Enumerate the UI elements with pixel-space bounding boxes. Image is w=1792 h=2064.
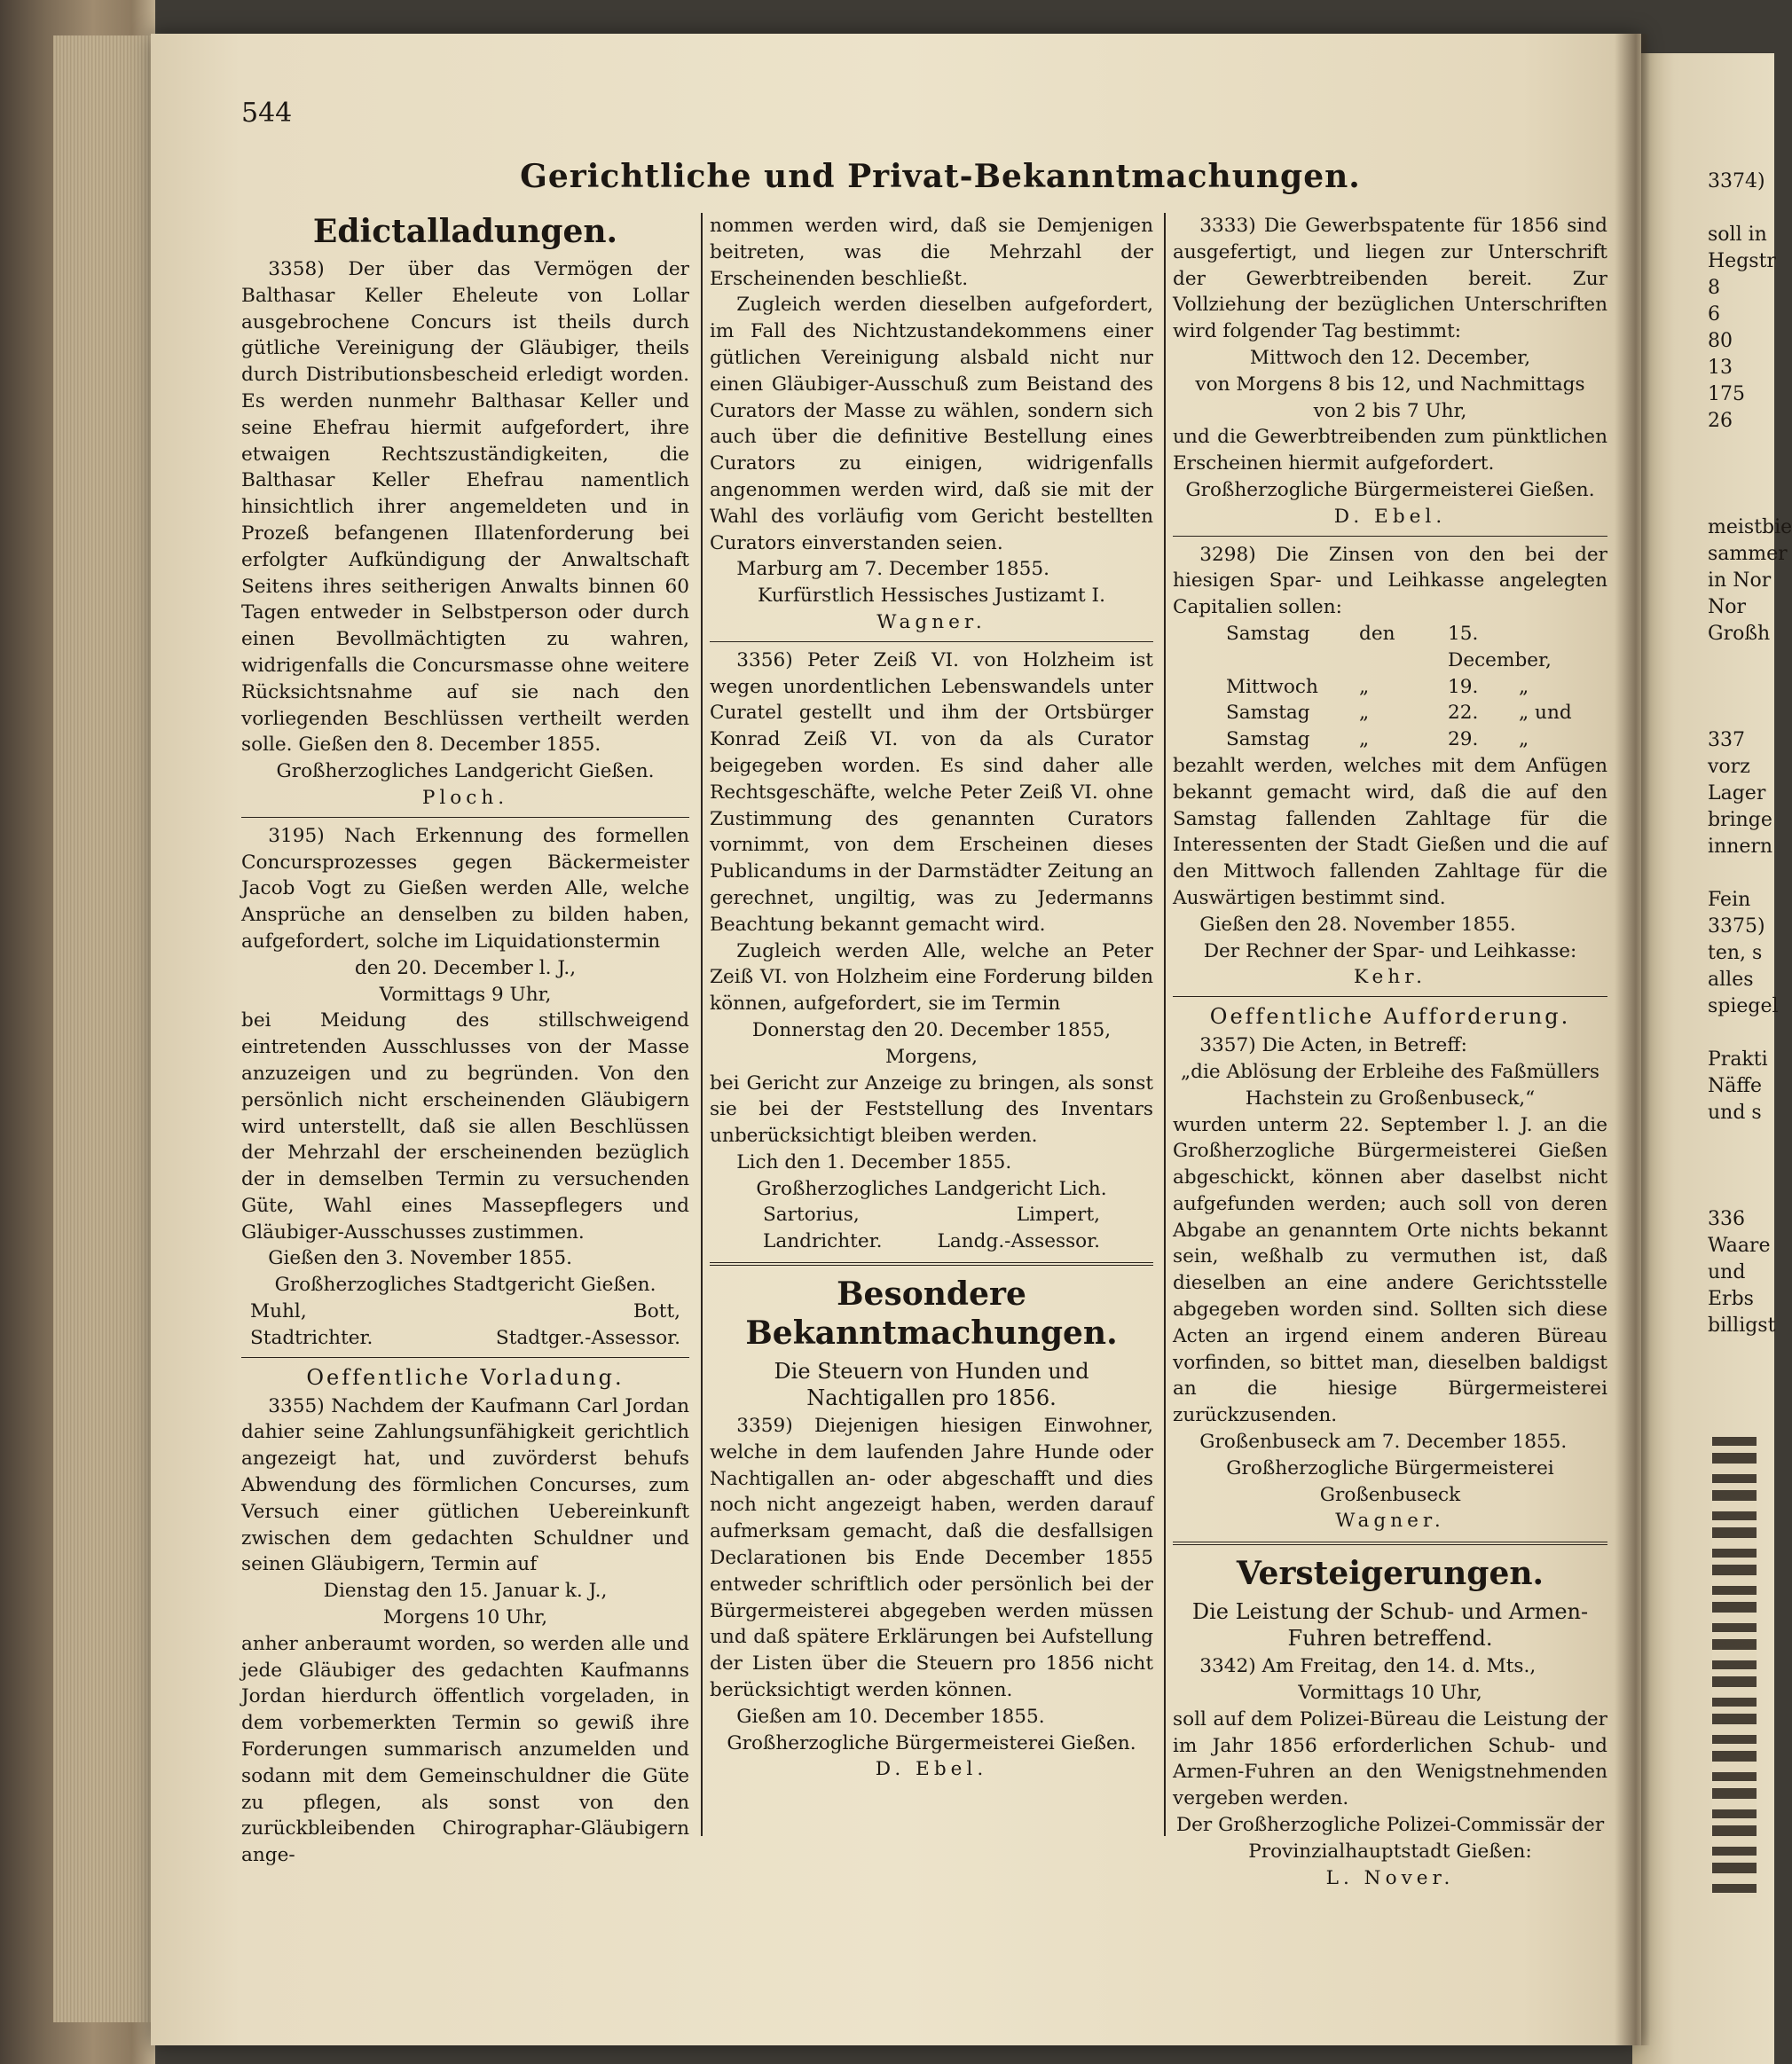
next-page-line: ten, s [1708, 942, 1763, 964]
next-page-line: 13 [1708, 357, 1733, 379]
next-page-line: vorz [1708, 756, 1750, 778]
next-page-line: spiegel [1708, 995, 1779, 1017]
date-value: 15. December, [1448, 622, 1552, 671]
next-page-line: soll in [1708, 224, 1767, 246]
next-page-line: 80 [1708, 330, 1733, 352]
notice-3358: 3358) Der über das Vermögen der Balthasar Keller Eheleute von Lollar ausgebrochene Concurs ist theils durch gütliche Vereinigung der Gläubiger, theils durch Distributionsbescheid erledigt worden. Es werden nunmehr Balthasar Keller und seine Ehefrau hiermit aufgefordert, ihre etwaigen Rechtszuständigkeiten, die Balthasar Keller Ehefrau namentlich hinsichtlich ihrer angemeldeten und in Prozeß befangenen Illatenforderung bei erfolgter Aufkündigung der Anwaltschaft Seitens ihres seitherigen Anwalts binnen 60 Tagen entweder in Selbstperson oder durch einen Bevollmächtigten zu wahren, widrigenfalls die Concursmasse ohne weitere Rücksichtsnahme auf sie nach den vorliegenden Beschlüssen vertheilt werden solle. Gießen den 8. December 1855. [241, 258, 689, 757]
next-page-line: 6 [1708, 303, 1720, 326]
divider [241, 1357, 689, 1358]
notice-signature: Großherzogliche Bürgermeisterei Gießen. [727, 1731, 1136, 1754]
notice-signature: Großherzogliches Landgericht Gießen. [276, 760, 655, 783]
date-suffix [1519, 621, 1572, 674]
column-3 [1173, 213, 1607, 1891]
next-page-line: Lager [1708, 782, 1766, 804]
notice-3357: 3357) Die Acten, in Betreff: [1199, 1034, 1467, 1057]
notice-signature: L. Nover. [1325, 1866, 1455, 1889]
notice-signature: Der Rechner der Spar- und Leihkasse: [1203, 939, 1577, 962]
next-page-line [1708, 1020, 1792, 1047]
column-divider [701, 213, 703, 1836]
signature-title: Stadtrichter. [250, 1326, 373, 1349]
next-page-line [1708, 461, 1792, 488]
notice-body: bezahlt werden, welches mit dem Anfügen bekannt gemacht wird, daß die auf den Samstag fallenden Zahltage für die Interessenten der Stadt Gießen und die auf den Mittwoch fallenden Zahltage für die Auswärtigen bestimmt sind. [1173, 754, 1607, 909]
divider [1173, 996, 1607, 997]
next-page-line: Prakti [1708, 1048, 1768, 1071]
divider [710, 641, 1153, 642]
notice-place-date: Großenbuseck am 7. December 1855. [1199, 1431, 1568, 1454]
next-page-line: 26 [1708, 410, 1733, 432]
signature-titles [710, 1228, 1153, 1255]
notice-signature: Wagner. [1335, 1510, 1445, 1533]
section-heading-versteigerungen: Versteigerungen. [1236, 1555, 1544, 1593]
next-page-line [1708, 1153, 1792, 1180]
signature-name: Muhl, [250, 1300, 307, 1323]
date-value: 22. [1448, 702, 1479, 725]
section-subheading: Die Steuern von Hunden und Nachtigallen pro 1856. [774, 1359, 1089, 1411]
section-divider [1173, 1542, 1607, 1547]
payment-date-row [1226, 674, 1607, 701]
next-page-line: Fein [1708, 889, 1751, 911]
column-1 [241, 208, 689, 1869]
next-page-line: meistbie [1708, 516, 1792, 538]
notice-3195: 3195) Nach Erkennung des formellen Concursprozesses gegen Bäckermeister Jacob Vogt zu Gießen werden Alle, welche Ansprüche an denselben zu bilden haben, aufgefordert, solche im Liquidationstermin [241, 824, 689, 953]
weekday: Samstag [1226, 728, 1310, 751]
payment-date-row [1226, 621, 1607, 674]
signature-name: Sartorius, [763, 1204, 860, 1227]
section-divider [710, 1262, 1153, 1267]
notice-signature: Großherzogliches Stadtgericht Gießen. [274, 1274, 656, 1297]
notice-date: Donnerstag den 20. December 1855, [751, 1018, 1112, 1041]
next-page-line: Näffe [1708, 1075, 1763, 1097]
next-page-line: und [1708, 1261, 1746, 1283]
notice-continued: nommen werden wird, daß sie Demjenigen beitreten, was die Mehrzahl der Erscheinenden beschließt. [710, 215, 1153, 290]
next-page-line [1708, 860, 1792, 887]
payment-dates-list [1173, 621, 1607, 753]
signature-names [710, 1202, 1153, 1228]
column-2 [710, 213, 1153, 1783]
signature-titles [241, 1325, 689, 1352]
decorative-ornament [1712, 1437, 1757, 1898]
date-suffix: „ [1519, 675, 1529, 698]
notice-date: Mittwoch den 12. December, [1249, 346, 1531, 369]
notice-3356: 3356) Peter Zeiß VI. von Holzheim ist wegen unordentlichen Lebenswandels unter Curatel gestellt und ihm der Ortsbürger Konrad Zeiß VI. von da als Curator beigegeben worden. Es sind daher alle Rechtsgeschäfte, welche Peter Zeiß VI. ohne Zustimmung des genannten Curators vornimmt, von dem Erscheinen dieses Publicandums in der Darmstädter Zeitung an gerechnet, ungiltig, was zu Jedermanns Beachtung bekannt gemacht wird. [710, 648, 1153, 936]
date-prefix: „ [1359, 728, 1370, 751]
section-heading-aufforderung: Oeffentliche Aufforderung. [1209, 1004, 1571, 1030]
next-page-line [1708, 674, 1792, 701]
next-page-line: 175 [1708, 383, 1745, 405]
notice-signature: Kehr. [1353, 966, 1427, 989]
column-divider [1164, 213, 1166, 1836]
next-page-line: 337 [1708, 729, 1745, 751]
book-gutter [1615, 34, 1650, 2045]
notice-body: und die Gewerbtreibenden zum pünktlichen Erscheinen hiermit aufgefordert. [1173, 426, 1607, 475]
next-page-line: Erbs [1708, 1288, 1754, 1310]
notice-date: Dienstag den 15. Januar k. J., [323, 1580, 608, 1603]
notice-time: Vormittags 10 Uhr, [1298, 1682, 1482, 1705]
date-suffix: „ und [1519, 702, 1572, 725]
notice-date: den 20. December l. J., [354, 956, 577, 979]
weekday: Samstag [1226, 622, 1310, 645]
notice-body: bei Gericht zur Anzeige zu bringen, als sonst sie bei der Feststellung des Inventars unberücksichtigt bleiben werden. [710, 1071, 1153, 1148]
date-suffix: „ [1519, 728, 1529, 751]
next-page-line: innern [1708, 836, 1773, 858]
notice-3342: 3342) Am Freitag, den 14. d. Mts., [1199, 1655, 1537, 1678]
next-page-line: in Nor [1708, 569, 1772, 592]
notice-body: bei Meidung des stillschweigend eintretenden Ausschlusses von der Masse anzuzeigen und zu begründen. Von den persönlich nicht erscheinenden Gläubigern wird unterstellt, daß sie allen Beschlüssen der Mehrzahl der erscheinenden bezüglich der in demselben Termin zu versuchenden Güte, Wahl eines Massepflegers und Gläubiger-Ausschusses zustimmen. [241, 1009, 689, 1244]
notice-place-date: Lich den 1. December 1855. [736, 1150, 1012, 1173]
next-page-line: sammer [1708, 543, 1788, 565]
notice-body: anher anberaumt worden, so werden alle und jede Gläubiger des gedachten Kaufmanns Jordan hierdurch öffentlich vorgeladen, in dem vorbemerkten Termin so gewiß ihre Forderungen summarisch anzumelden und sodann mit dem Gemeinschuldner die Güte zu pflegen, als sonst von den zurückbleibenden Chirographar-Gläubigern ange- [241, 1632, 689, 1867]
signature-name: Bott, [633, 1300, 680, 1323]
next-page-line: billigst [1708, 1315, 1776, 1337]
book-spine [0, 0, 155, 2064]
notice-3359: 3359) Diejenigen hiesigen Einwohner, welche in dem laufenden Jahre Hunde oder Nachtigallen an- oder abgeschafft und dies noch nicht angezeigt haben, werden darauf aufmerksam gemacht, daß die desfallsigen Declarationen bis Ende December 1855 entweder schriftlich oder persönlich bei der Bürgermeisterei abgegeben werden müssen und daß spätere Erklärungen bei Aufstellung der Listen über die Steuern pro 1856 nicht berücksichtigt werden können. [710, 1415, 1153, 1702]
notice-3298: 3298) Die Zinsen von den bei der hiesigen Spar- und Leihkasse angelegten Capitalien sollen: [1173, 543, 1607, 619]
notice-place-date: Gießen den 3. November 1855. [268, 1247, 572, 1270]
next-page-line: und s [1708, 1102, 1762, 1124]
weekday: Samstag [1226, 702, 1310, 725]
notice-time: von 2 bis 7 Uhr, [1313, 399, 1467, 422]
notice-signature: Großherzogliches Landgericht Lich. [756, 1177, 1107, 1200]
notice-3333: 3333) Die Gewerbspatente für 1856 sind ausgefertigt, und liegen zur Unterschrift der Gewerbtreibenden bereit. Zur Vollziehung der bezüglichen Unterschriften wird folgender Tag bestimmt: [1173, 215, 1607, 343]
payment-date-row [1226, 726, 1607, 753]
next-page-line: bringe [1708, 809, 1772, 831]
next-page-line [1708, 1126, 1792, 1153]
notice-signature: D. Ebel. [1333, 505, 1447, 528]
date-prefix: „ [1359, 675, 1370, 698]
next-page-line [1708, 701, 1792, 727]
next-page-line: Großh [1708, 623, 1771, 645]
notice-signature: Ploch. [421, 786, 509, 809]
next-page-line: alles [1708, 969, 1754, 991]
signature-name: Limpert, [1016, 1204, 1100, 1227]
next-page-line: Waare [1708, 1235, 1771, 1257]
section-heading-edictalladungen: Edictalladungen. [312, 213, 618, 250]
next-page-line [1708, 488, 1792, 514]
divider [241, 817, 689, 818]
next-page-line [1708, 1180, 1792, 1206]
weekday: Mittwoch [1226, 675, 1318, 698]
section-heading-vorladung: Oeffentliche Vorladung. [306, 1364, 625, 1390]
date-value: 29. [1448, 728, 1479, 751]
next-page-line: 336 [1708, 1208, 1745, 1230]
notice-time: von Morgens 8 bis 12, und Nachmittags [1195, 373, 1585, 396]
signature-title: Landrichter. [763, 1230, 883, 1253]
notice-time: Morgens 10 Uhr, [382, 1606, 548, 1629]
notice-signature: Wagner. [876, 610, 986, 633]
notice-3355: 3355) Nachdem der Kaufmann Carl Jordan dahier seine Zahlungsunfähigkeit gerichtlich angezeigt hat, und zuvörderst behufs Abwendung des förmlichen Concurses, zum Versuch einer gütlichen Uebereinkunft zwischen dem gedachten Schuldner und seinen Gläubigern, Termin auf [241, 1394, 689, 1576]
page-title: Gerichtliche und Privat-Bekanntmachungen. [520, 158, 1361, 195]
next-page-line: 8 [1708, 277, 1720, 299]
notice-signature: Großherzogliche Bürgermeisterei Gießen. [1185, 478, 1595, 501]
next-page-text-fragments [1708, 169, 1792, 1339]
next-page-line: 3374) [1708, 170, 1765, 192]
next-page-line [1708, 647, 1792, 674]
date-value: 19. [1448, 675, 1479, 698]
signature-title: Landg.-Assessor. [937, 1230, 1100, 1253]
notice-place-date: Gießen am 10. December 1855. [736, 1705, 1045, 1728]
notice-time: Vormittags 9 Uhr, [379, 983, 552, 1006]
notice-place-date: Gießen den 28. November 1855. [1199, 913, 1516, 936]
notice-body: soll auf dem Polizei-Büreau die Leistung der im Jahr 1856 erforderlichen Schub- und Armen-Fuhren an den Wenigstnehmenden vergeben werden. [1173, 1707, 1607, 1810]
page-edges [53, 35, 151, 2022]
next-page-line: Nor [1708, 596, 1747, 618]
notice-body: Zugleich werden dieselben aufgefordert, im Fall des Nichtzustandekommens einer gütlichen Vereinigung alsbald nicht nur einen Gläubiger-Ausschuß zum Beistand des Curators der Masse zu wählen, sondern sich auch über die definitive Bestellung eines Curators zu einigen, widrigenfalls angenommen werden wird, daß sie mit der Wahl des vorläufig vom Gericht bestellten Curators einverstanden seien. [710, 294, 1153, 554]
payment-date-row [1226, 700, 1607, 726]
next-page-line: 3375) [1708, 915, 1765, 938]
next-page-line [1708, 435, 1792, 461]
date-prefix: den [1359, 622, 1395, 645]
date-prefix: „ [1359, 702, 1370, 725]
notice-signature: D. Ebel. [875, 1758, 988, 1781]
page-number: 544 [241, 98, 293, 129]
divider [1173, 536, 1607, 537]
signature-title: Stadtger.-Assessor. [495, 1326, 680, 1349]
notice-body: Zugleich werden Alle, welche an Peter Zeiß VI. von Holzheim eine Forderung bilden können, aufgefordert, sie im Termin [710, 939, 1153, 1016]
notice-place-date: Marburg am 7. December 1855. [736, 558, 1050, 581]
section-subheading: Die Leistung der Schub- und Armen-Fuhren betreffend. [1191, 1599, 1589, 1652]
next-page-line: Hegstr [1708, 250, 1776, 272]
section-heading-besondere: Besondere Bekanntmachungen. [745, 1275, 1118, 1353]
signature-names [241, 1299, 689, 1325]
notice-quote: „die Ablösung der Erbleihe des Faßmüllers Hachstein zu Großenbuseck,“ [1180, 1060, 1600, 1110]
next-page-line [1708, 195, 1792, 222]
notice-signature: Kurfürstlich Hessisches Justizamt I. [758, 585, 1105, 608]
notice-signature: Großherzogliche Bürgermeisterei Großenbuseck [1226, 1456, 1554, 1506]
notice-signature: Der Großherzogliche Polizei-Commissär der Provinzialhauptstadt Gießen: [1175, 1814, 1605, 1863]
notice-time: Morgens, [885, 1045, 978, 1068]
notice-body: wurden unterm 22. September l. J. an die Großherzogliche Bürgermeisterei Gießen abgeschickt, können aber daselbst nicht aufgefunden werden; auch soll von deren Abgabe an genanntem Orte nichts bekannt sein, weßhalb zu vermuthen ist, daß dieselben an eine andere Gerichtsstelle abgegeben worden sind. Sollten sich diese Acten an irgend einem anderen Büreau vorfinden, so bittet man, dieselben baldigst an die hiesige Bürgermeisterei zurückzusenden. [1173, 1113, 1607, 1427]
